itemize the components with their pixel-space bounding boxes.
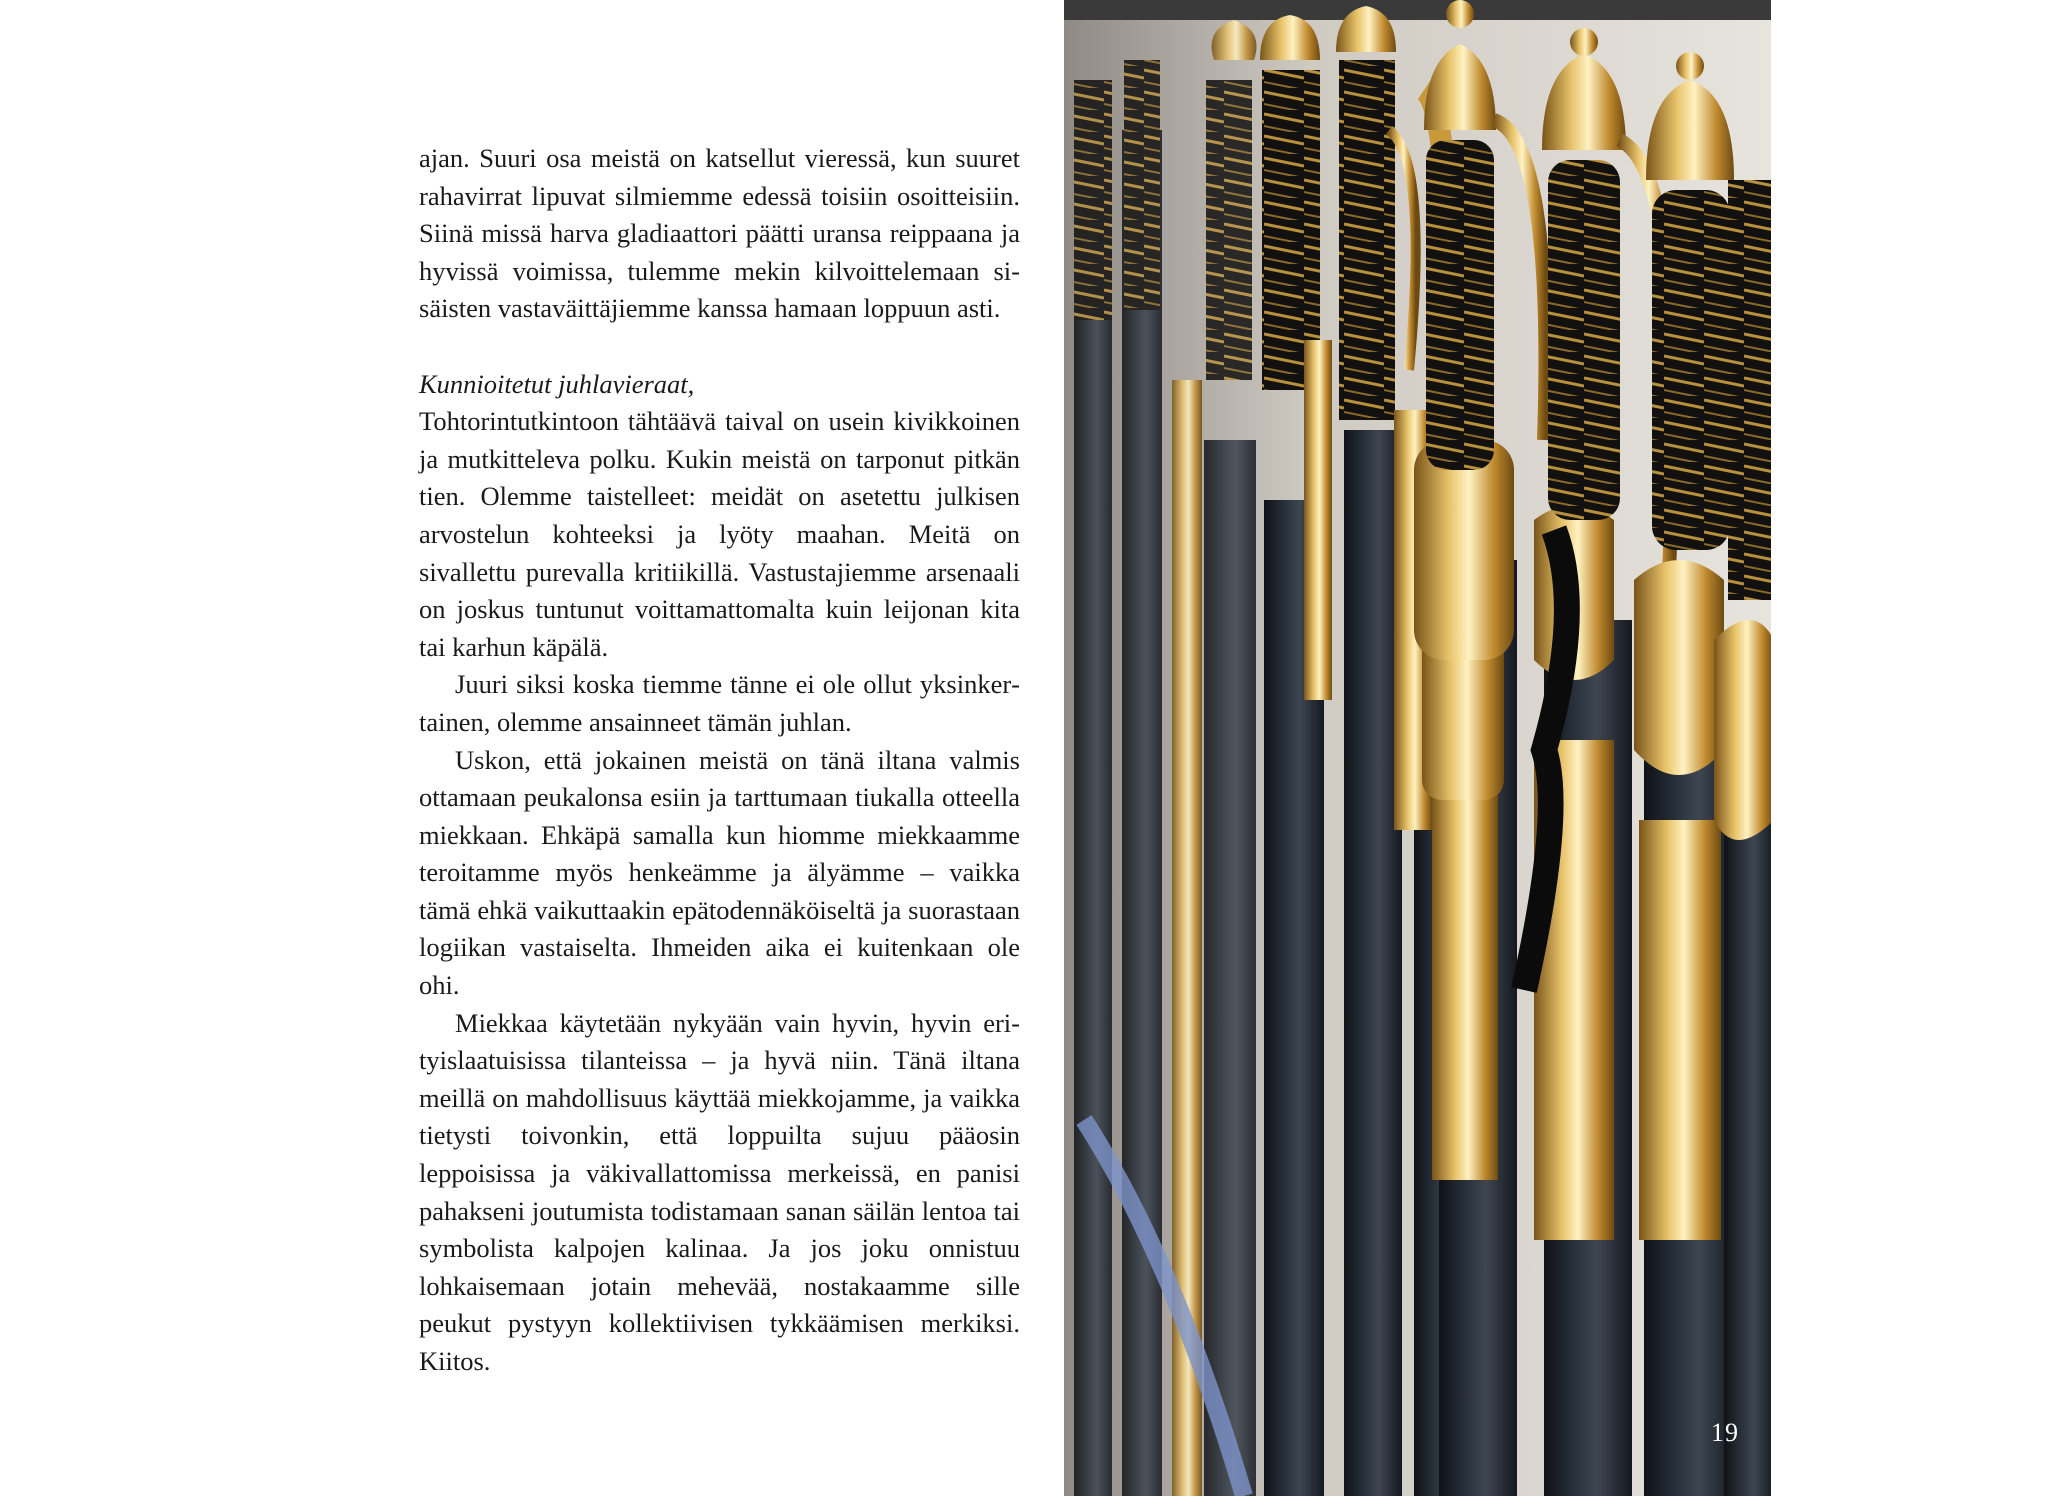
swords-photo <box>1064 0 1771 1496</box>
paragraph-3: Juuri siksi koska tiemme tänne ei ole ollut yksinkertainen, olemme ansainneet tämän juhlan. <box>419 669 1020 737</box>
paragraph-5: Miekkaa käytetään nykyään vain hyvin, hyvin erityislaatuisissa tilanteissa – ja hyvä niin. Tänä iltana meillä on mahdollisuus käyttää miekkojamme, ja vaikka tietysti toivonkin, että loppuilta sujuu pääosin leppoisissa ja väkivallattomissa merkeissä, en panisi pahakseni joutumista todistamaan sanan säilän lentoa tai symbolista kalpojen kalinaa. Ja jos joku onnistuu lohkaisemaan jotain mehevää, nostakaamme sille peukut pystyyn kollektiivisen tykkäämisen merkiksi. Kiitos. <box>419 1007 1020 1376</box>
sword-group-foreground <box>1414 0 1771 1496</box>
page-number: 19 <box>1711 1418 1739 1447</box>
paragraph-1: ajan. Suuri osa meistä on katsellut vieressä, kun suuret rahavirrat lipuvat silmiemme edessä toisiin osoitteisiin. Siinä missä harva gladiaattori päätti uransa reippaana ja hyvissä voimissa, tulemme mekin kilvoittelemaan sisäisten vastaväittäjiemme kanssa hamaan loppuun asti. <box>419 143 1020 324</box>
paragraph-2: Tohtorintutkintoon tähtäävä taival on usein kivikkoinen ja mutkitteleva polku. Kukin meistä on tarponut pitkän tien. Olemme taistelleet: meidät on asetettu julkisen arvostelun kohteeksi ja lyöty maahan. Meitä on sivallettu purevalla kritiikillä. Vastustajiemme arsenaali on joskus tuntunut voittamattomalta kuin leijonan kita tai karhun käpälä. <box>419 406 1020 662</box>
swords-illustration <box>1064 0 1771 1496</box>
paragraph-4: Uskon, että jokainen meistä on tänä iltana valmis ottamaan peukalonsa esiin ja tarttumaan tiukalla otteella miekkaan. Ehkäpä samalla kun hiomme miekkaamme teroitamme myös henkeämme ja älyämme – vaikka tämä ehkä vaikuttaakin epätodennäköiseltä ja suorastaan logiikan vastaiselta. Ihmeiden aika ei kuitenkaan ole ohi. <box>419 744 1020 1001</box>
top-edge <box>1064 0 1771 20</box>
salutation: Kunnioitetut juhlavieraat, <box>419 368 695 399</box>
body-text-column <box>419 140 1020 1381</box>
